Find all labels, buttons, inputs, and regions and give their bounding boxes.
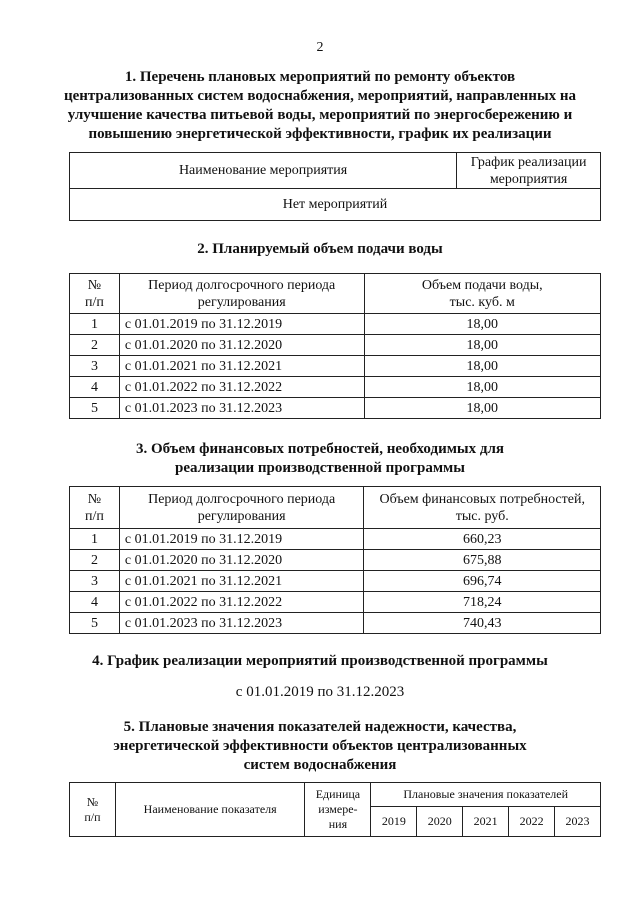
row-num: 1	[70, 314, 120, 335]
row-period: с 01.01.2019 по 31.12.2019	[119, 314, 364, 335]
table-row	[70, 335, 601, 356]
table-row	[70, 314, 601, 335]
indicators-table	[69, 782, 601, 837]
row-value: 18,00	[364, 377, 601, 398]
header-num	[70, 274, 120, 314]
row-value: 740,43	[364, 613, 601, 634]
row-num: 2	[70, 550, 120, 571]
header-year: 2023	[555, 807, 601, 837]
table-header-row	[70, 487, 601, 529]
row-value: 696,74	[364, 571, 601, 592]
row-value: 18,00	[364, 398, 601, 419]
row-value: 18,00	[364, 314, 601, 335]
table-row	[70, 571, 601, 592]
financial-needs-table	[69, 486, 601, 634]
header-unit-line: ния	[328, 817, 348, 831]
row-num: 1	[70, 529, 120, 550]
section3-title-line: 3. Объем финансовых потребностей, необходимых для	[135, 441, 505, 457]
header-planned-values: Плановые значения показателей	[371, 783, 601, 807]
header-unit-line: измере-	[318, 802, 358, 816]
section3-title	[40, 440, 600, 478]
section1-title-line: 1. Перечень плановых мероприятий по ремонту объектов	[124, 69, 516, 85]
header-num-line: №	[87, 491, 102, 507]
table-row	[70, 356, 601, 377]
header-unit	[305, 783, 371, 837]
header-num-line: №	[87, 277, 102, 293]
header-volume-line: тыс. куб. м	[449, 294, 515, 310]
table-row	[70, 592, 601, 613]
row-value: 18,00	[364, 335, 601, 356]
header-period	[119, 274, 364, 314]
header-indicator-name: Наименование показателя	[115, 783, 305, 837]
header-period-line: регулирования	[197, 508, 286, 524]
header-year: 2022	[509, 807, 555, 837]
empty-row-text: Нет мероприятий	[70, 189, 601, 221]
row-period: с 01.01.2019 по 31.12.2019	[119, 529, 364, 550]
row-period: с 01.01.2021 по 31.12.2021	[119, 356, 364, 377]
header-num-line: №	[86, 794, 99, 809]
row-num: 4	[70, 592, 120, 613]
row-period: с 01.01.2023 по 31.12.2023	[119, 398, 364, 419]
row-num: 3	[70, 571, 120, 592]
header-num-line: п/п	[85, 508, 104, 524]
row-value: 18,00	[364, 356, 601, 377]
table-row	[70, 398, 601, 419]
header-year: 2020	[417, 807, 463, 837]
section4-period: с 01.01.2019 по 31.12.2023	[235, 684, 405, 700]
row-num: 2	[70, 335, 120, 356]
header-year: 2019	[371, 807, 417, 837]
table-row	[70, 377, 601, 398]
header-activity-name: Наименование мероприятия	[70, 153, 457, 189]
header-financial	[364, 487, 601, 529]
row-period: с 01.01.2020 по 31.12.2020	[119, 335, 364, 356]
section5-title-line: 5. Плановые значения показателей надежности, качества,	[123, 719, 517, 735]
row-num: 5	[70, 398, 120, 419]
water-supply-table	[69, 273, 601, 419]
header-unit-line: Единица	[315, 787, 361, 801]
row-value: 718,24	[364, 592, 601, 613]
page-number: 2	[316, 40, 324, 55]
row-num: 5	[70, 613, 120, 634]
row-period: с 01.01.2022 по 31.12.2022	[119, 377, 364, 398]
row-period: с 01.01.2021 по 31.12.2021	[119, 571, 364, 592]
header-num-line: п/п	[85, 294, 104, 310]
row-period: с 01.01.2022 по 31.12.2022	[119, 592, 364, 613]
row-num: 4	[70, 377, 120, 398]
header-schedule-line: График реализации	[470, 154, 587, 170]
section5-title	[40, 718, 600, 775]
header-num	[70, 783, 116, 837]
row-value: 675,88	[364, 550, 601, 571]
row-value: 660,23	[364, 529, 601, 550]
section3-title-line: реализации производственной программы	[175, 460, 465, 476]
section1-title	[40, 68, 600, 144]
header-financial-line: тыс. руб.	[455, 508, 509, 524]
section1-title-line: повышению энергетической эффективности, график их реализации	[88, 126, 552, 142]
table-row	[70, 613, 601, 634]
section1-title-line: централизованных систем водоснабжения, мероприятий, направленных на	[63, 88, 577, 104]
table-header-row	[70, 783, 601, 807]
section5-title-line: систем водоснабжения	[243, 757, 397, 773]
row-num: 3	[70, 356, 120, 377]
header-period-line: регулирования	[197, 294, 286, 310]
header-num	[70, 487, 120, 529]
row-period: с 01.01.2020 по 31.12.2020	[119, 550, 364, 571]
table-row	[70, 529, 601, 550]
header-num-line: п/п	[84, 809, 101, 824]
row-period: с 01.01.2023 по 31.12.2023	[119, 613, 364, 634]
header-schedule	[457, 153, 601, 189]
header-period-line: Период долгосрочного периода	[148, 491, 336, 507]
header-volume	[364, 274, 601, 314]
table-header-row	[70, 153, 601, 189]
header-schedule-line: мероприятия	[489, 171, 568, 187]
header-period	[119, 487, 364, 529]
header-period-line: Период долгосрочного периода	[148, 277, 336, 293]
table-header-row	[70, 274, 601, 314]
section1-title-line: улучшение качества питьевой воды, мероприятий по энергосбережению и	[67, 107, 573, 123]
header-financial-line: Объем финансовых потребностей,	[379, 491, 585, 507]
section2-title: 2. Планируемый объем подачи воды	[197, 241, 443, 257]
activities-table	[69, 152, 601, 221]
table-row	[70, 189, 601, 221]
table-row	[70, 550, 601, 571]
header-volume-line: Объем подачи воды,	[421, 277, 543, 293]
section5-title-line: энергетической эффективности объектов централизованных	[113, 738, 527, 754]
header-year: 2021	[463, 807, 509, 837]
section4-title: 4. График реализации мероприятий производственной программы	[92, 653, 548, 669]
